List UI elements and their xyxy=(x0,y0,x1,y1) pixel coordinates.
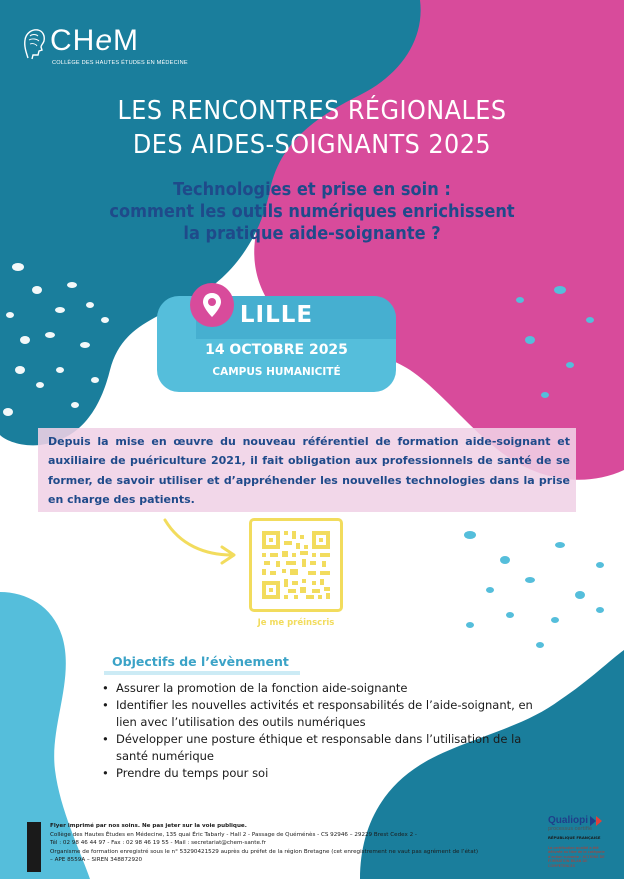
footer-address: Collège des Hautes Études en Médecine, 135 quai Éric Tabarly - Hall 2 - Passage de Quéménès - CS 92946 – 29229 Brest Cedex 2 - xyxy=(50,831,417,838)
qr-code-icon xyxy=(252,521,340,609)
curved-arrow-icon xyxy=(165,520,232,555)
objectives-title: Objectifs de l’évènement xyxy=(112,654,289,669)
registration-qr-link[interactable] xyxy=(249,518,343,612)
qualiopi-brand: Qualiopi xyxy=(548,815,588,826)
footer xyxy=(50,822,480,865)
footer-registration: Organisme de formation enregistré sous le n° 53290421529 auprès du préfet de la région Bretagne (cet enregistrement ne vaut pas agrément de l’état) – APE 8559A – SIREN 348872920 xyxy=(50,848,479,864)
subtitle-line-2: comment les outils numériques enrichissent xyxy=(109,201,515,222)
intro-text: Depuis la mise en œuvre du nouveau référentiel de formation aide-soignant et auxiliaire de puériculture 2021, il fait obligation aux professionnels de santé de se former, de savoir utiliser et d’appréhender les nouvelles technologies dans la prise en charge des patients. xyxy=(48,435,570,507)
qualiopi-arrows-icon xyxy=(590,816,604,826)
logo-subtitle: COLLÈGE DES HAUTES ÉTUDES EN MÉDECINE xyxy=(52,60,188,66)
registration-label[interactable]: Je me préinscris xyxy=(257,618,335,628)
qualiopi-badge xyxy=(548,815,614,868)
event-city: LILLE xyxy=(239,302,314,328)
objectives-list xyxy=(100,680,540,782)
certification-note: La certification qualité a été délivrée au titre de la catégorie d’action suivante : ACTIONS DE FORMATION BILAN DE COMPÉTENCES xyxy=(548,846,605,868)
title-line-1: LES RENCONTRES RÉGIONALES xyxy=(117,96,507,126)
list-item: • Identifier les nouvelles activités et responsabilités de l’aide-soignant, en lien avec l’utilisation des outils numériques xyxy=(100,697,540,731)
title-line-2: DES AIDES-SOIGNANTS 2025 xyxy=(132,130,492,160)
objectives-underline xyxy=(104,671,300,675)
event-date: 14 OCTOBRE 2025 xyxy=(205,342,348,358)
eco-print-icon xyxy=(27,822,41,872)
footer-contact: Tél : 02 98 46 44 97 - Fax : 02 98 46 19 55 - Mail : secretariat@chem-sante.fr xyxy=(50,840,266,847)
profile-head-icon xyxy=(22,28,46,60)
list-item: • Développer une posture éthique et responsable dans l’utilisation de la santé numérique xyxy=(100,731,540,765)
page-title xyxy=(0,94,624,162)
event-venue: CAMPUS HUMANICITÉ xyxy=(212,366,341,378)
subtitle-line-1: Technologies et prise en soin : xyxy=(173,179,451,200)
subtitle-line-3: la pratique aide-soignante ? xyxy=(183,223,441,244)
logo-wordmark: CHeM xyxy=(50,24,140,57)
qualiopi-tagline: processus certifié xyxy=(548,826,593,832)
republic-label: RÉPUBLIQUE FRANÇAISE xyxy=(548,835,601,840)
list-item: • Assurer la promotion de la fonction aide-soignante xyxy=(100,680,540,697)
page-subtitle xyxy=(0,179,624,245)
list-item: • Prendre du temps pour soi xyxy=(100,765,540,782)
print-note: Flyer imprimé par nos soins. Ne pas jeter sur la voie publique. xyxy=(50,823,247,829)
